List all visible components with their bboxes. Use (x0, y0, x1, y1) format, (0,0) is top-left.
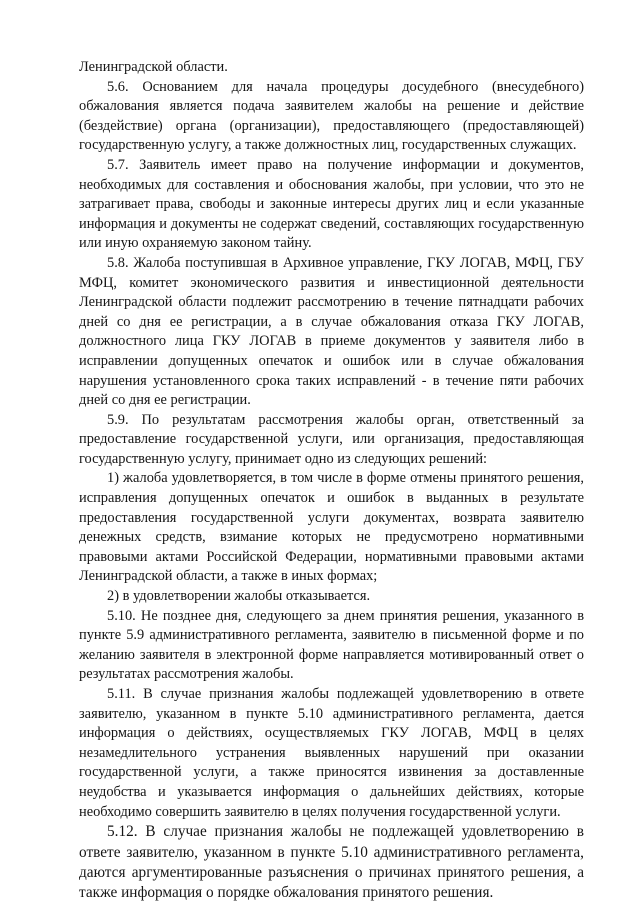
paragraph-5-9-item-1: 1) жалоба удовлетворяется, в том числе в форме отмены принятого решения, исправления допущенных опечаток и ошибок в выданных в результате предоставления государственной услуги документах, возврата заявителю денежных средств, взимание которых не предусмотрено нормативными правовыми актами Российской Федерации, нормативными правовыми актами Ленинградской области, а также в иных формах; (79, 470, 584, 585)
paragraph-5-10: 5.10. Не позднее дня, следующего за днем принятия решения, указанного в пункте 5.9 административного регламента, заявителю в письменной форме и по желанию заявителя в электронной форме направляется мотивированный ответ о результатах рассмотрения жалобы. (79, 607, 584, 683)
paragraph-5-9: 5.9. По результатам рассмотрения жалобы орган, ответственный за предоставление государственной услуги, или организация, предоставляющая государственную услугу, принимает одно из следующих решений: (79, 411, 584, 467)
paragraph-5-11: 5.11. В случае признания жалобы подлежащей удовлетворению в ответе заявителю, указанном в пункте 5.10 административного регламента, дается информация о действиях, осуществляемых ГКУ ЛОГАВ, МФЦ в целях незамедлительного устранения выявленных нарушений при оказании государственной услуги, а также приносятся извинения за доставленные неудобства и указывается информация о дальнейших действиях, которые необходимо совершить заявителю в целях получения государственной услуги. (79, 686, 584, 820)
paragraph-5-8: 5.8. Жалоба поступившая в Архивное управление, ГКУ ЛОГАВ, МФЦ, ГБУ МФЦ, комитет экономического развития и инвестиционной деятельности Ленинградской области подлежит рассмотрению в течение пятнадцати рабочих дней со дня ее регистрации, а в случае обжалования отказа ГКУ ЛОГАВ, должностного лица ГКУ ЛОГАВ в приеме документов у заявителя либо в исправлении допущенных опечаток и ошибок или в случае обжалования нарушения установленного срока таких исправлений - в течение пяти рабочих дней со дня ее регистрации. (79, 254, 584, 409)
paragraph-5-6: 5.6. Основанием для начала процедуры досудебного (внесудебного) обжалования является подача заявителем жалобы на решение и действие (бездействие) органа (организации), предоставляющего (предоставляющей) государственную услугу, а также должностных лиц, государственных служащих. (79, 78, 584, 154)
paragraph-5-12: 5.12. В случае признания жалобы не подлежащей удовлетворению в ответе заявителю, указанном в пункте 5.10 административного регламента, даются аргументированные разъяснения о причинах принятого решения, а также информация о порядке обжалования принятого решения. (79, 823, 584, 902)
paragraph-continuation: Ленинградской области. (79, 59, 228, 75)
paragraph-5-7: 5.7. Заявитель имеет право на получение информации и документов, необходимых для составления и обоснования жалобы, при условии, что это не затрагивает права, свободы и законные интересы других лиц и если указанные информация и документы не содержат сведений, составляющих государственную или иную охраняемую законом тайну. (79, 156, 584, 252)
paragraph-5-9-item-2: 2) в удовлетворении жалобы отказывается. (107, 588, 371, 605)
